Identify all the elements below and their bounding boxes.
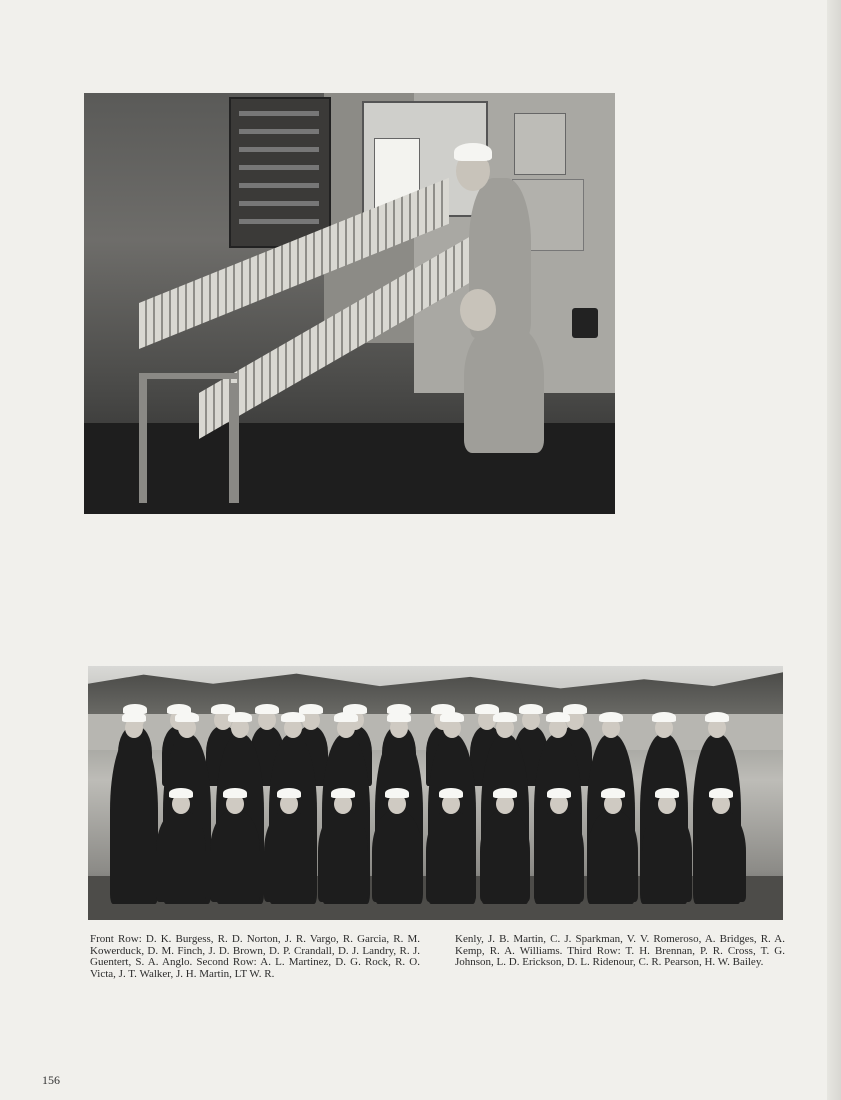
sailor-cap <box>599 712 623 722</box>
sailor-cap <box>281 712 305 722</box>
sailor-figure <box>588 810 638 902</box>
card-file-rack <box>139 243 479 503</box>
sailor-cap <box>277 788 301 798</box>
sailor-figure <box>642 810 692 902</box>
sailor-cap <box>547 788 571 798</box>
page-edge <box>827 0 841 1100</box>
sailor-cap <box>122 712 146 722</box>
wall-file-cabinet <box>229 97 331 248</box>
sailor-figure <box>372 810 422 902</box>
rack-leg <box>229 383 239 503</box>
sailor-cap <box>169 788 193 798</box>
sailor-cap <box>655 788 679 798</box>
sailor-cap <box>705 712 729 722</box>
sailor-cap <box>299 704 323 714</box>
records-room-photo <box>84 93 615 514</box>
sailor-cap <box>331 788 355 798</box>
caption-left-column: Front Row: D. K. Burgess, R. D. Norton, J. R. Vargo, R. Garcia, R. M. Kowerduck, D. M. Finch, J. D. Brown, D. P. Crandall, D. J. Landry, R. J. Guentert, S. A. Anglo. Second Row: A. L. Martinez, D. G. Rock, R. O. Victa, J. T. Walker, J. H. Martin, LT W. R. <box>90 933 420 980</box>
wall-phone-icon <box>572 308 598 338</box>
sailor-cap <box>546 712 570 722</box>
sailor-figure <box>696 810 746 902</box>
sailor-figure <box>110 734 158 904</box>
sailor-cap <box>709 788 733 798</box>
sailor-cap <box>493 712 517 722</box>
sailor-cap <box>475 704 499 714</box>
sailor-cap <box>601 788 625 798</box>
page-number: 156 <box>42 1073 60 1087</box>
sailor-cap <box>223 788 247 798</box>
sailor-cap <box>255 704 279 714</box>
sailor-figure <box>534 810 584 902</box>
sailor-cap <box>493 788 517 798</box>
sailor-cap <box>439 788 463 798</box>
sailor-cap <box>454 143 492 161</box>
sailor-figure <box>210 810 260 902</box>
sailor-cap <box>385 788 409 798</box>
division-group-photo <box>88 666 783 920</box>
sailor-figure <box>480 810 530 902</box>
sailor-figure <box>318 810 368 902</box>
sailor-cap <box>652 712 676 722</box>
sailor-figure <box>264 810 314 902</box>
seated-sailor <box>464 325 544 453</box>
sailor-cap <box>440 712 464 722</box>
sailor-cap <box>519 704 543 714</box>
sailor-cap <box>387 712 411 722</box>
rack-bar <box>139 373 239 379</box>
sailor-head <box>460 289 496 331</box>
sailor-cap <box>334 712 358 722</box>
rack-leg <box>139 373 147 503</box>
sailor-cap <box>563 704 587 714</box>
sailor-figure <box>156 810 206 902</box>
sailor-cap <box>175 712 199 722</box>
electrical-panel <box>514 113 566 175</box>
sailor-cap <box>228 712 252 722</box>
sailor-figure <box>426 810 476 902</box>
caption-right-column: Kenly, J. B. Martin, C. J. Sparkman, V. V. Romeroso, A. Bridges, R. A. Kemp, R. A. Williams. Third Row: T. H. Brennan, P. R. Cross, T. G. Johnson, L. D. Erickson, D. L. Ridenour, C. R. Pearson, H. W. Bailey. <box>455 933 785 968</box>
